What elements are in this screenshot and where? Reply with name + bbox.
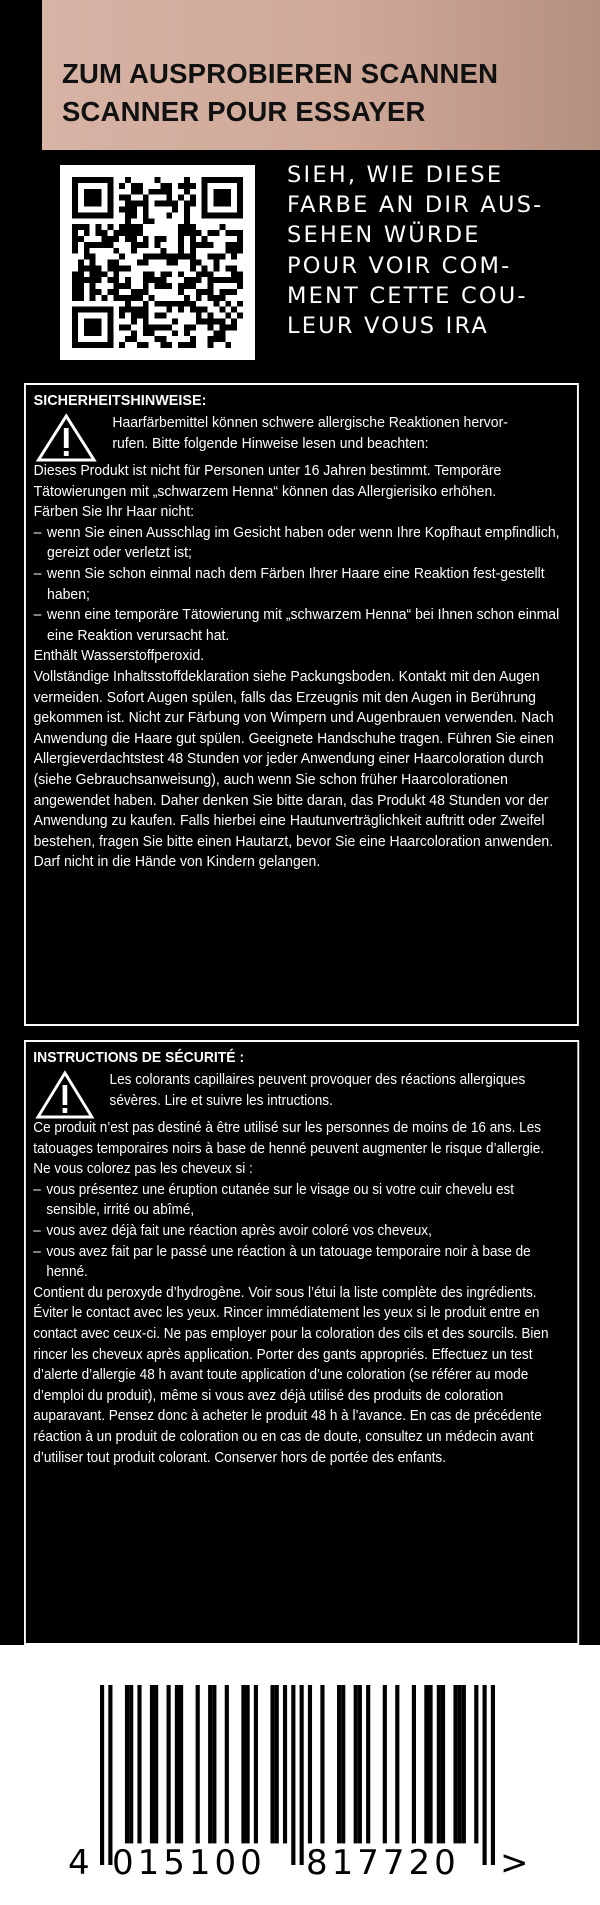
list-item: – vous avez fait par le passé une réaction à un tatouage temporaire noir à base de henné.: [33, 1242, 570, 1283]
barcode-bar: [167, 1685, 171, 1843]
barcode-first-digit: 4: [68, 1843, 94, 1883]
list-item: – vous présentez une éruption cutanée sur le visage ou si votre cuir chevelu est sensible, irrité ou abîmé,: [33, 1180, 570, 1221]
barcode-bar: [474, 1685, 478, 1843]
barcode-bar: [437, 1685, 441, 1843]
barcode-end-mark: >: [500, 1843, 533, 1883]
barcode-bar: [366, 1685, 370, 1843]
try-line: SIEH, WIE DIESE: [287, 162, 504, 188]
barcode-bar: [254, 1685, 258, 1843]
list-item: – vous avez déjà fait une réaction après avoir coloré vos cheveux,: [33, 1221, 570, 1242]
paragraph: Darf nicht in die Hände von Kindern gelangen.: [33, 854, 321, 871]
barcode-bar: [358, 1685, 362, 1843]
list-item-text: vous avez fait par le passé une réaction à un tatouage temporaire noir à base de henné.: [46, 1243, 531, 1281]
barcode-bar: [154, 1685, 158, 1843]
safety-title-de: SICHERHEITSHINWEISE:: [33, 392, 207, 409]
barcode-bar: [150, 1685, 154, 1843]
paragraph: Ne vous colorez pas les cheveux si :: [33, 1161, 253, 1178]
paragraph: Enthält Wasserstoffperoxid.: [33, 648, 205, 665]
barcode-bar: [291, 1685, 295, 1865]
barcode-bar: [341, 1685, 345, 1843]
warning-head-line: sévères. Lire et suivre les intructions.: [109, 1092, 333, 1109]
barcode-bar: [179, 1685, 183, 1843]
barcode-bar: [212, 1685, 216, 1843]
qr-code[interactable]: [60, 165, 255, 360]
barcode-bar: [270, 1685, 274, 1843]
barcode-bar: [491, 1685, 495, 1865]
list-item: – wenn Sie einen Ausschlag im Gesicht haben oder wenn Ihre Kopfhaut empfindlich, gereizt oder verletzt ist;: [34, 523, 570, 564]
qr-code-icon: [72, 177, 243, 348]
barcode-bar: [108, 1685, 112, 1865]
paragraph: Färben Sie Ihr Haar nicht:: [33, 504, 195, 521]
barcode-bar: [300, 1685, 304, 1865]
barcode-bar: [441, 1685, 445, 1843]
barcode-bar: [354, 1685, 358, 1843]
barcode-bar: [137, 1685, 141, 1843]
safety-notes-fr: [24, 1040, 579, 1645]
barcode-bar: [383, 1685, 387, 1843]
paragraph: Ce produit n’est pas destiné à être utilisé sur les personnes de moins de 16 ans. Les tatouages temporaires noirs à base de henné peuvent augmenter le risque d’allergie.: [33, 1120, 545, 1157]
barcode-bar: [125, 1685, 129, 1843]
barcode-bar: [208, 1685, 212, 1843]
banner-line-fr: SCANNER POUR ESSAYER: [62, 96, 426, 127]
warning-head-line: Les colorants capillaires peuvent provoquer des réactions allergiques: [109, 1072, 526, 1088]
list-item-text: vous avez déjà fait une réaction après avoir coloré vos cheveux,: [46, 1222, 432, 1239]
barcode-bar: [225, 1685, 229, 1843]
safety-title-fr: INSTRUCTIONS DE SÉCURITÉ :: [33, 1049, 245, 1066]
warning-head-de: [34, 413, 570, 461]
warning-triangle-icon: [36, 413, 97, 463]
barcode-bar: [308, 1685, 312, 1843]
barcode-bar: [275, 1685, 279, 1843]
list-item-text: wenn eine temporäre Tätowierung mit „schwarzem Henna“ bei Ihnen schon einmal eine Reaktion verursacht hat.: [47, 607, 560, 644]
try-line: LEUR VOUS IRA: [287, 312, 489, 339]
list-item-text: wenn Sie einen Ausschlag im Gesicht haben oder wenn Ihre Kopfhaut empfindlich, gereizt oder verletzt ist;: [47, 524, 560, 562]
barcode-bar: [337, 1685, 341, 1843]
warning-head-fr: [33, 1070, 570, 1118]
list-item: – wenn Sie schon einmal nach dem Färben Ihrer Haare eine Reaktion fest-gestellt haben;: [34, 564, 570, 605]
barcode-bar: [246, 1685, 250, 1843]
barcode-bar: [428, 1685, 432, 1843]
warning-head-line: rufen. Bitte folgende Hinweise lesen und beachten:: [112, 435, 429, 452]
barcode-bar: [395, 1685, 399, 1843]
list-item: – wenn eine temporäre Tätowierung mit „schwarzem Henna“ bei Ihnen schon einmal eine Reaktion verursacht hat.: [34, 605, 570, 646]
barcode-bar: [483, 1685, 487, 1865]
barcode-bar: [100, 1685, 104, 1865]
barcode-bar: [129, 1685, 133, 1843]
barcode-bar: [458, 1685, 462, 1843]
list-item-text: wenn Sie schon einmal nach dem Färben Ihrer Haare eine Reaktion fest-gestellt haben;: [47, 565, 545, 603]
try-line: POUR VOIR COM-: [287, 252, 512, 279]
barcode-right-group: 817720: [306, 1843, 460, 1883]
warning-head-line: Haarfärbemittel können schwere allergische Reaktionen hervor-: [112, 415, 508, 431]
barcode-bar: [283, 1685, 287, 1843]
safety-notes-de: [24, 383, 579, 1026]
barcode-bar: [453, 1685, 457, 1843]
scan-banner: [42, 0, 600, 150]
barcode-bar: [424, 1685, 428, 1843]
barcode-bar: [462, 1685, 466, 1843]
barcode-bar: [241, 1685, 245, 1843]
warning-triangle-icon: [35, 1070, 95, 1120]
barcode-bar: [175, 1685, 179, 1843]
paragraph: Vollständige Inhaltsstoffdeklaration siehe Packungsboden. Kontakt mit den Augen vermeiden. Sofort Augen spülen, falls das Erzeugnis mit den Augen in Berührung gekommen ist. Nicht zur Färbung von Wimpern und Augenbrauen verwenden. Nach Anwendung die Haare gut spülen. Geeignete Handschuhe tragen. Führen Sie einen Allergieverdachtstest 48 Stunden vor jeder Anwendung einer Haarcoloration durch (siehe Gebrauchsanweisung), auch wenn Sie schon früher Haarcolorationen angewendet haben. Daher denken Sie bitte daran, das Produkt 48 Stunden vor der Anwendung zu kaufen. Falls hierbei eine Hautunverträglichkeit auftritt oder Zweifel bestehen, fragen Sie bitte einen Hautarzt, bevor Sie eine Haarcoloration anwenden.: [33, 668, 554, 850]
try-on-text: [287, 160, 587, 341]
list-item-text: vous présentez une éruption cutanée sur le visage ou si votre cuir chevelu est sensible, irrité ou abîmé,: [46, 1181, 515, 1219]
banner-line-de: ZUM AUSPROBIEREN SCANNEN: [62, 58, 499, 89]
barcode-bar: [320, 1685, 324, 1843]
barcode-bar: [196, 1685, 200, 1843]
try-line: MENT CETTE COU-: [287, 282, 528, 309]
barcode-icon: [100, 1685, 495, 1865]
paragraph: Dieses Produkt ist nicht für Personen unter 16 Jahren bestimmt. Temporäre Tätowierungen mit „schwarzem Henna“ können das Allergierisiko erhöhen.: [33, 463, 502, 500]
paragraph: Contient du peroxyde d’hydrogène. Voir sous l’étui la liste complète des ingrédients. Éviter le contact avec les yeux. Rincer immédiatement les yeux si le produit entre en contact avec ceux-ci. Ne pas employer pour la coloration des cils et des sourcils. Bien rincer les cheveux après application. Porter des gants appropriés. Effectuez un test d’alerte d’allergie 48 h avant toute application d’une coloration (se référer au mode d’emploi du produit), même si vous avez déjà utilisé des produits de coloration auparavant. Pensez donc à acheter le produit 48 h à l’avance. En cas de précédente réaction à un produit de coloration ou en cas de doute, consultez un médecin avant d’utiliser tout produit colorant. Conserver hors de portée des enfants.: [33, 1284, 549, 1466]
barcode-bar: [412, 1685, 416, 1843]
barcode-left-group: 015100: [112, 1843, 266, 1883]
try-line: SEHEN WÜRDE: [287, 222, 481, 249]
try-line: FARBE AN DIR AUS-: [287, 192, 544, 219]
